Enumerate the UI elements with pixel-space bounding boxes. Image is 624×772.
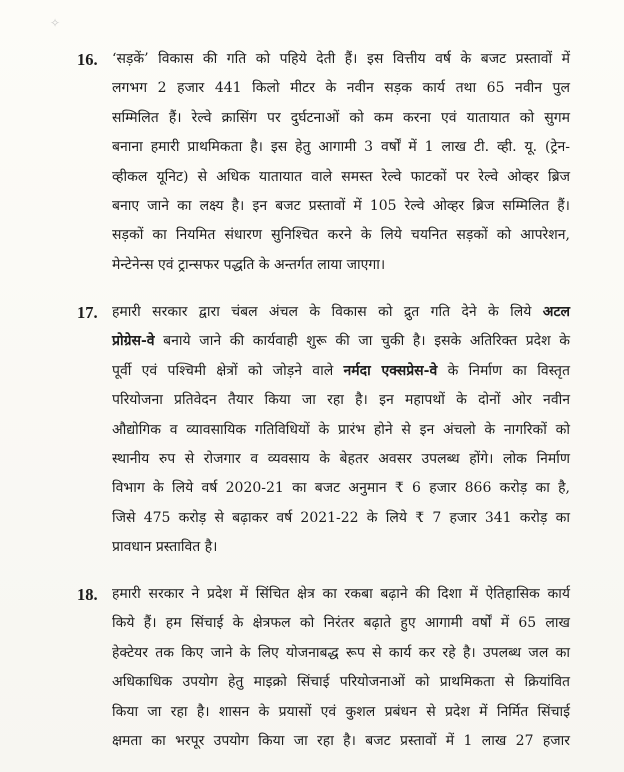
text-line: हेक्टेयर तक किए जाने के लिए योजनाबद्ध रूप से कार्य कर रहे है। उपलब्ध जल का	[112, 644, 570, 661]
highlight-atal: अटल	[542, 304, 570, 320]
text-line: विभाग के लिये वर्ष 2020-21 का बजट अनुमान ₹ 6 हजार 866 करोड़ का है,	[112, 480, 570, 497]
smudge-mark: ✧	[50, 16, 61, 30]
text-line: क्षमता का भरपूर उपयोग किया जा रहा है। बजट प्रस्तावों में 1 लाख 27 हजार	[112, 732, 570, 749]
text-segment: बनाये जाने की कार्यवाही शुरू की जा चुकी है। इसके अतिरिक्त प्रदेश के	[163, 333, 570, 350]
highlight-progress-way: प्रोग्रेस-वे	[112, 333, 155, 350]
paragraph-number: 18.	[77, 585, 98, 604]
text-line: व्हीकल यूनिट) से अधिक यातायात वाले समस्त रेल्वे फाटकों पर रेल्वे ओव्हर ब्रिज	[112, 168, 570, 185]
text-line	[80, 357, 570, 386]
text-line: सम्मिलित हैं। रेल्वे क्रासिंग पर दुर्घटनाओं को कम करना एवं यातायात को सुगम	[112, 109, 570, 126]
text-line: स्थानीय रुप से रोजगार व व्यवसाय के बेहतर अवसर उपलब्ध होंगे। लोक निर्माण	[112, 450, 570, 467]
text-line: किये हैं। हम सिंचाई के क्षेत्रफल को निरंतर बढ़ाते हुए आगामी वर्षों में 65 लाख	[112, 615, 570, 632]
text-line: हमारी सरकार ने प्रदेश में सिंचित क्षेत्र का रकबा बढ़ाने की दिशा में ऐतिहासिक कार्य	[112, 586, 570, 602]
paragraph-16	[77, 45, 570, 280]
text-line: मेन्टेनेन्स एवं ट्रान्सफर पद्धति के अन्तर्गत लाया जाएगा।	[112, 256, 386, 273]
highlight-narmada-expressway: नर्मदा एक्सप्रेस-वे	[343, 362, 438, 379]
text-line: किया जा रहा है। शासन के प्रयासों एवं कुशल प्रबंधन से प्रदेश में निर्मित सिंचाई	[112, 703, 570, 720]
text-segment: पूर्वी एवं पश्चिमी क्षेत्रों को जोड़ने वाले	[112, 362, 334, 379]
paragraph-number: 16.	[77, 50, 98, 69]
paragraph-17	[77, 298, 571, 563]
text-line	[80, 327, 570, 356]
text-line: ‘सड़कें’ विकास की गति को पहिये देती हैं। इस वित्तीय वर्ष के बजट प्रस्तावों में	[112, 51, 570, 67]
text-line: औद्योगिक व व्यावसायिक गतिविधियों के प्रारंभ होने से इन अंचलो के नागरिकों को	[112, 421, 570, 438]
paragraph-18	[77, 580, 570, 756]
text-line: लगभग 2 हजार 441 किलो मीटर के नवीन सड़क कार्य तथा 65 नवीन पुल	[112, 80, 570, 97]
text-segment: हमारी सरकार द्वारा चंबल अंचल के विकास को द्रुत गति देने के लिये	[112, 304, 532, 320]
paragraph-number: 17.	[77, 303, 98, 322]
text-line: परियोजना प्रतिवेदन तैयार किया जा रहा है। इन महापथों के दोनों ओर नवीन	[112, 392, 570, 409]
text-line: बनाना हमारी प्राथमिकता है। इस हेतु आगामी 3 वर्षों में 1 लाख टी. व्ही. यू. (ट्रेन-	[112, 139, 570, 156]
text-line: सड़कों का नियमित संधारण सुनिश्चित करने के लिये चयनित सड़कों को आपरेशन,	[112, 227, 570, 244]
text-line	[80, 298, 570, 327]
text-line: बनाए जाने का लक्ष्य है। इन बजट प्रस्तावों में 105 रेल्वे ओव्हर ब्रिज सम्मिलित हैं।	[112, 197, 570, 214]
text-line: अधिकाधिक उपयोग हेतु माइक्रो सिंचाई परियोजनाओं को प्राथमिकता से क्रियांवित	[112, 674, 570, 691]
text-segment: के निर्माण का विस्तृत	[447, 362, 571, 379]
text-line: प्रावधान प्रस्तावित है।	[112, 539, 218, 556]
text-line: जिसे 475 करोड़ से बढ़ाकर वर्ष 2021-22 के लिये ₹ 7 हजार 341 करोड़ का	[112, 509, 570, 526]
